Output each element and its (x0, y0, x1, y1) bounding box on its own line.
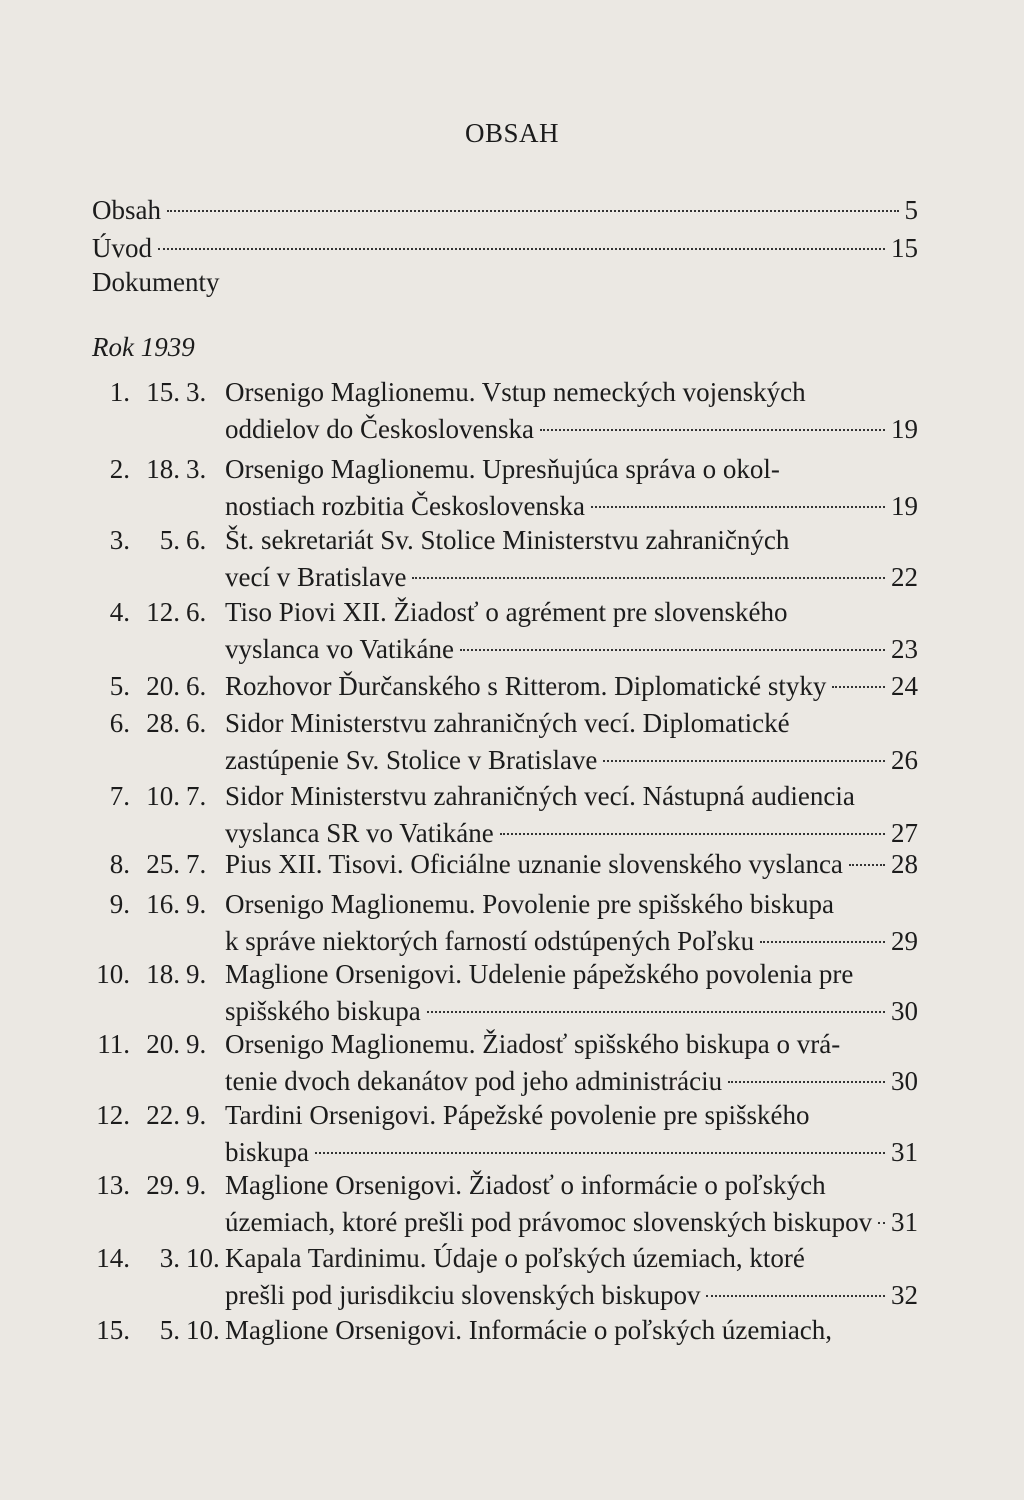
entry-day: 15. (146, 377, 180, 407)
entry-number: 8. (109, 849, 130, 879)
toc-entry-line (225, 740, 918, 780)
entry-month: 9. (186, 1029, 207, 1059)
page-number: 31 (891, 1207, 918, 1237)
entry-month: 9. (186, 959, 207, 989)
page-number: 29 (891, 926, 918, 956)
front-matter-label: Obsah (92, 195, 161, 225)
entry-title-continued: spišského biskupa (225, 996, 421, 1026)
entry-day: 25. (146, 849, 180, 879)
entry-title-continued: oddielov do Československa (225, 414, 534, 444)
entry-title-continued: územiach, ktoré prešli pod právomoc slovenských biskupov (225, 1207, 873, 1237)
toc-entry-line (225, 666, 918, 706)
entry-number: 7. (109, 781, 130, 811)
entry-month: 9. (186, 889, 207, 919)
entry-number: 5. (109, 671, 130, 701)
entry-month: 6. (186, 708, 207, 738)
dot-leader (158, 228, 885, 250)
page-number: 30 (891, 996, 918, 1026)
entry-number: 9. (109, 889, 130, 919)
entry-title: Orsenigo Maglionemu. Upresňujúca správa o okol- (225, 454, 780, 484)
toc-entry-line (225, 844, 918, 884)
entry-title: Pius XII. Tisovi. Oficiálne uznanie slovenského vyslanca (225, 849, 843, 879)
page-number: 28 (891, 849, 918, 879)
page-number: 27 (891, 818, 918, 848)
entry-number: 2. (109, 454, 130, 484)
page-number: 23 (891, 634, 918, 664)
page-number: 22 (891, 562, 918, 592)
dot-leader (878, 1202, 885, 1224)
toc-entry-line (225, 1202, 918, 1242)
entry-title: Tiso Piovi XII. Žiadosť o agrément pre slovenského (225, 597, 788, 627)
entry-day: 10. (146, 781, 180, 811)
page-number: 15 (891, 233, 918, 263)
entry-title-continued: biskupa (225, 1137, 309, 1167)
entry-title-continued: vyslanca SR vo Vatikáne (225, 818, 494, 848)
dot-leader (412, 557, 885, 579)
section-heading: Rok 1939 (92, 332, 195, 362)
front-matter-row (92, 262, 918, 302)
entry-month: 3. (186, 377, 207, 407)
dot-leader (500, 813, 885, 835)
entry-title-continued: k správe niektorých farností odstúpených Poľsku (225, 926, 755, 956)
toc-entry-line (225, 629, 918, 669)
entry-title: Tardini Orsenigovi. Pápežské povolenie pre spišského (225, 1100, 810, 1130)
front-matter-label: Dokumenty (92, 267, 220, 297)
entry-title: Kapala Tardinimu. Údaje o poľských územiach, ktoré (225, 1243, 805, 1273)
entry-title: Maglione Orsenigovi. Udelenie pápežského povolenia pre (225, 959, 854, 989)
entry-day: 18. (146, 454, 180, 484)
page-number: 24 (891, 671, 918, 701)
entry-month: 9. (186, 1100, 207, 1130)
dot-leader (591, 486, 885, 508)
entry-day: 20. (146, 1029, 180, 1059)
entry-month: 9. (186, 1170, 207, 1200)
entry-day: 22. (146, 1100, 180, 1130)
entry-title: Orsenigo Maglionemu. Žiadosť spišského biskupa o vrá- (225, 1029, 841, 1059)
entry-number: 12. (96, 1100, 130, 1130)
dot-leader (460, 629, 885, 651)
dot-leader (832, 666, 885, 688)
entry-day: 12. (146, 597, 180, 627)
toc-entry-line (225, 557, 918, 597)
entry-number: 3. (109, 525, 130, 555)
entry-number: 6. (109, 708, 130, 738)
entry-number: 14. (96, 1243, 130, 1273)
entry-month: 3. (186, 454, 207, 484)
dot-leader (315, 1132, 885, 1154)
dot-leader (427, 991, 885, 1013)
entry-day: 5. (159, 525, 180, 555)
front-matter-row (92, 190, 918, 230)
entry-number: 11. (97, 1029, 130, 1059)
entry-day: 20. (146, 671, 180, 701)
dot-leader (540, 409, 885, 431)
page-number: 5 (904, 195, 918, 225)
entry-title-continued: zastúpenie Sv. Stolice v Bratislave (225, 745, 598, 775)
page-number: 32 (891, 1280, 918, 1310)
entry-day: 29. (146, 1170, 180, 1200)
toc-entry-line (225, 1275, 918, 1315)
page-number: 26 (891, 745, 918, 775)
page-number: 19 (891, 414, 918, 444)
page-number: 30 (891, 1066, 918, 1096)
entry-number: 13. (96, 1170, 130, 1200)
entry-day: 16. (146, 889, 180, 919)
entry-title: Maglione Orsenigovi. Informácie o poľských územiach, (225, 1315, 833, 1345)
entry-day: 5. (159, 1315, 180, 1345)
entry-title-continued: vecí v Bratislave (225, 562, 407, 592)
entry-month: 6. (186, 671, 207, 701)
entry-title-continued: tenie dvoch dekanátov pod jeho administráciu (225, 1066, 723, 1096)
entry-title: Sidor Ministerstvu zahraničných vecí. Nástupná audiencia (225, 781, 855, 811)
dot-leader (706, 1275, 885, 1297)
entry-title-continued: vyslanca vo Vatikáne (225, 634, 454, 664)
page-title: OBSAH (464, 118, 560, 148)
dot-leader (728, 1061, 885, 1083)
entry-day: 18. (146, 959, 180, 989)
entry-title: Rozhovor Ďurčanského s Ritterom. Diplomatické styky (225, 671, 827, 701)
entry-title: Št. sekretariát Sv. Stolice Ministerstvu zahraničných (225, 525, 790, 555)
entry-number: 15. (96, 1315, 130, 1345)
dot-leader (603, 740, 885, 762)
entry-month: 10. (186, 1243, 220, 1273)
entry-month: 10. (186, 1315, 220, 1345)
dot-leader (849, 844, 885, 866)
entry-month: 6. (186, 525, 207, 555)
page-number: 19 (891, 491, 918, 521)
dot-leader (760, 921, 885, 943)
entry-title: Maglione Orsenigovi. Žiadosť o informácie o poľských (225, 1170, 826, 1200)
entry-title-continued: nostiach rozbitia Československa (225, 491, 585, 521)
page-number: 31 (891, 1137, 918, 1167)
entry-title: Orsenigo Maglionemu. Vstup nemeckých vojenských (225, 377, 806, 407)
entry-number: 4. (109, 597, 130, 627)
entry-month: 7. (186, 781, 207, 811)
entry-number: 1. (109, 377, 130, 407)
toc-entry-line (225, 409, 918, 449)
entry-day: 3. (159, 1243, 180, 1273)
entry-title-continued: prešli pod jurisdikciu slovenských biskupov (225, 1280, 701, 1310)
entry-title: Sidor Ministerstvu zahraničných vecí. Diplomatické (225, 708, 790, 738)
dot-leader (167, 190, 899, 212)
entry-title: Orsenigo Maglionemu. Povolenie pre spišského biskupa (225, 889, 834, 919)
entry-month: 6. (186, 597, 207, 627)
entry-month: 7. (186, 849, 207, 879)
entry-number: 10. (96, 959, 130, 989)
entry-day: 28. (146, 708, 180, 738)
front-matter-label: Úvod (92, 233, 152, 263)
